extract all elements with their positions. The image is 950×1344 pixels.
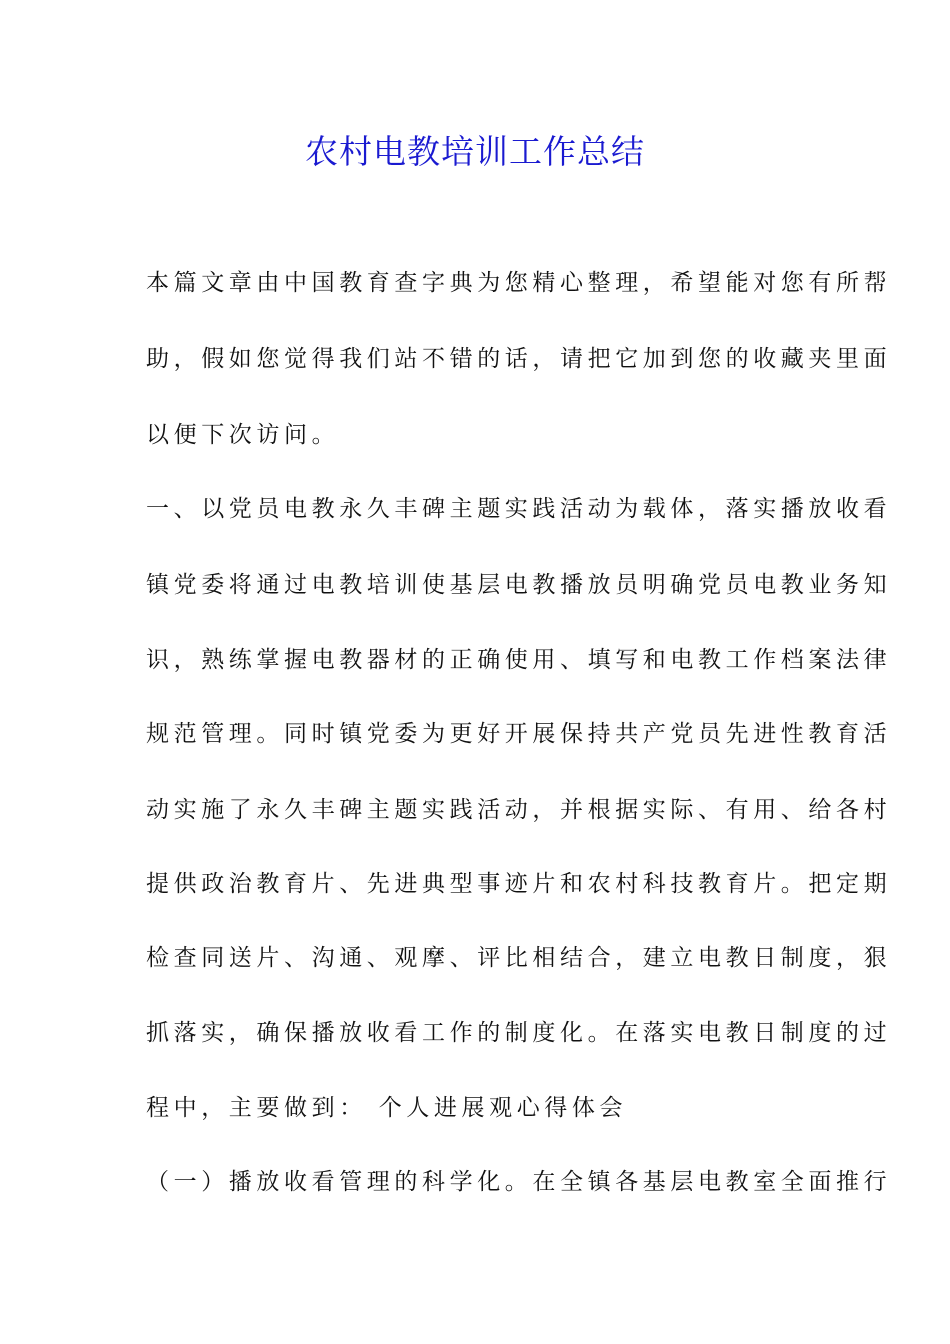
paragraph-line: 抓落实，确保播放收看工作的制度化。在落实电教日制度的过	[146, 1020, 892, 1046]
paragraph-line: 程中，主要做到： 个人进展观心得体会	[146, 1095, 628, 1121]
paragraph-line: 助，假如您觉得我们站不错的话，请把它加到您的收藏夹里面	[146, 346, 892, 372]
paragraph-line: 识，熟练掌握电教器材的正确使用、填写和电教工作档案法律	[146, 647, 892, 673]
document-title: 农村电教培训工作总结	[305, 132, 645, 171]
paragraph-line: 规范管理。同时镇党委为更好开展保持共产党员先进性教育活	[146, 721, 892, 747]
paragraph-line: 动实施了永久丰碑主题实践活动，并根据实际、有用、给各村	[146, 797, 892, 823]
paragraph-line: 提供政治教育片、先进典型事迹片和农村科技教育片。把定期	[146, 871, 892, 897]
subsection-line: （一）播放收看管理的科学化。在全镇各基层电教室全面推行	[146, 1169, 892, 1195]
paragraph-line: 检查同送片、沟通、观摩、评比相结合，建立电教日制度，狠	[146, 945, 892, 971]
section-heading-line: 一、以党员电教永久丰碑主题实践活动为载体，落实播放收看	[146, 496, 892, 522]
paragraph-line: 镇党委将通过电教培训使基层电教播放员明确党员电教业务知	[146, 572, 892, 598]
paragraph-line: 以便下次访问。	[146, 422, 340, 448]
paragraph-line: 本篇文章由中国教育查字典为您精心整理，希望能对您有所帮	[146, 270, 892, 296]
